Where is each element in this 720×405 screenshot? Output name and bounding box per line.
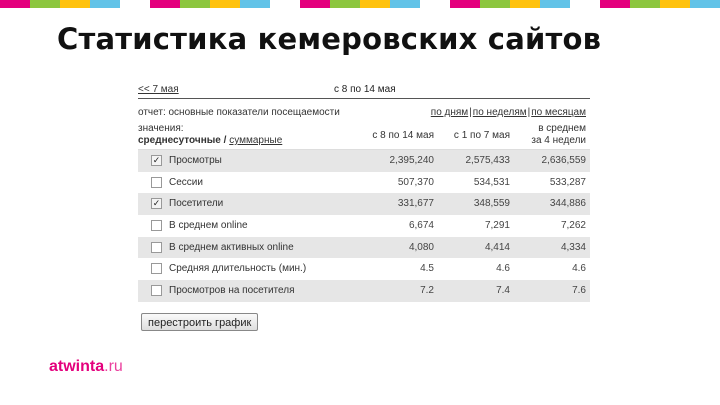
period-separator: | [527,107,531,118]
stripe-segment [600,0,630,8]
metric-checkbox[interactable]: ✓ [152,155,161,165]
value-previous: 4.6 [496,263,510,275]
metric-checkbox[interactable] [151,220,162,231]
stripe-segment [690,0,720,8]
table-row [138,258,590,280]
value-previous: 2,575,433 [465,155,510,166]
column-header-average [531,123,586,147]
metric-name: Просмотры [169,155,222,166]
stripe-segment [660,0,690,8]
column-header-average-line2: за 4 недели [531,135,586,146]
value-average: 4.6 [572,263,586,275]
current-range: с 8 по 14 мая [334,84,396,95]
value-current: 507,370 [397,176,434,188]
stats-panel [138,82,590,302]
stripe-segment [300,0,330,8]
report-label: отчет: основные показатели посещаемости [138,107,340,118]
metric-name: Сессии [169,176,203,188]
stripe-segment [30,0,60,8]
metric-name: В среднем online [169,220,248,232]
column-header-average-line1: в среднем [538,123,586,134]
metric-name: Средняя длительность (мин.) [169,263,307,275]
values-label: значения: [138,123,184,134]
atwinta-logo[interactable] [49,358,123,376]
value-average: 2,636,559 [541,155,586,166]
period-separator: | [469,107,472,118]
stripe-segment [120,0,150,8]
mode-daily-average: среднесуточные [138,135,221,146]
report-bar [138,99,590,121]
value-average: 4,334 [560,241,586,253]
value-current: 7.2 [420,285,434,297]
table-row [138,215,590,237]
value-current: 4,080 [408,241,434,253]
column-header-previous: с 1 по 7 мая [453,130,510,141]
value-average: 7,262 [560,220,586,232]
stripe-segment [270,0,300,8]
stripe-segment [420,0,450,8]
metric-checkbox[interactable]: ✓ [152,198,161,209]
stripe-segment [150,0,180,8]
stripe-segment [210,0,240,8]
stripe-segment [390,0,420,8]
value-current: 2,395,240 [389,155,434,166]
stripe-segment [360,0,390,8]
value-previous: 7.4 [496,285,510,297]
period-switcher [431,107,586,118]
stripe-segment [0,0,30,8]
value-previous: 534,531 [473,176,510,188]
table-row [138,280,590,302]
value-current: 331,677 [397,198,434,210]
value-current: 4.5 [420,263,434,275]
metric-checkbox[interactable] [151,263,162,274]
stripe-segment [240,0,270,8]
top-color-stripe [0,0,720,8]
metrics-table [138,150,590,302]
mode-total-link[interactable]: суммарные [229,135,283,146]
metric-checkbox[interactable] [151,285,162,296]
value-previous: 7,291 [484,220,510,232]
value-previous: 348,559 [473,198,510,210]
value-average: 533,287 [549,176,586,188]
stripe-segment [450,0,480,8]
stripe-segment [90,0,120,8]
table-row [138,237,590,259]
metric-name: Посетители [169,198,224,210]
slide-title: Статистика кемеровских сайтов [57,22,602,56]
stripe-segment [330,0,360,8]
metric-checkbox[interactable] [151,242,162,253]
logo-name: atwinta [49,358,105,375]
table-row [138,150,590,172]
period-by-days-link[interactable]: по дням [430,107,469,118]
metric-checkbox[interactable] [151,177,162,188]
value-current: 6,674 [408,220,434,232]
period-by-months-link[interactable]: по месяцам [531,107,586,118]
column-header-current: с 8 по 14 мая [372,130,434,141]
table-row [138,193,590,215]
previous-period-link[interactable]: << 7 мая [138,84,179,95]
value-average: 7.6 [572,285,586,297]
value-average: 344,886 [549,198,586,210]
stripe-segment [180,0,210,8]
stripe-segment [570,0,600,8]
stripe-segment [60,0,90,8]
period-by-weeks-link[interactable]: по неделям [472,107,527,118]
stripe-segment [540,0,570,8]
table-header [138,121,590,150]
stripe-segment [630,0,660,8]
mode-separator: / [220,135,230,146]
metric-name: В среднем активных online [169,241,294,253]
values-mode [138,123,282,147]
value-previous: 4,414 [484,241,510,253]
table-row [138,172,590,194]
stripe-segment [510,0,540,8]
metric-name: Просмотров на посетителя [169,285,295,297]
date-navigation [138,82,590,99]
rebuild-chart-button[interactable]: перестроить график [141,313,258,331]
logo-tld: .ru [104,358,123,375]
stripe-segment [480,0,510,8]
